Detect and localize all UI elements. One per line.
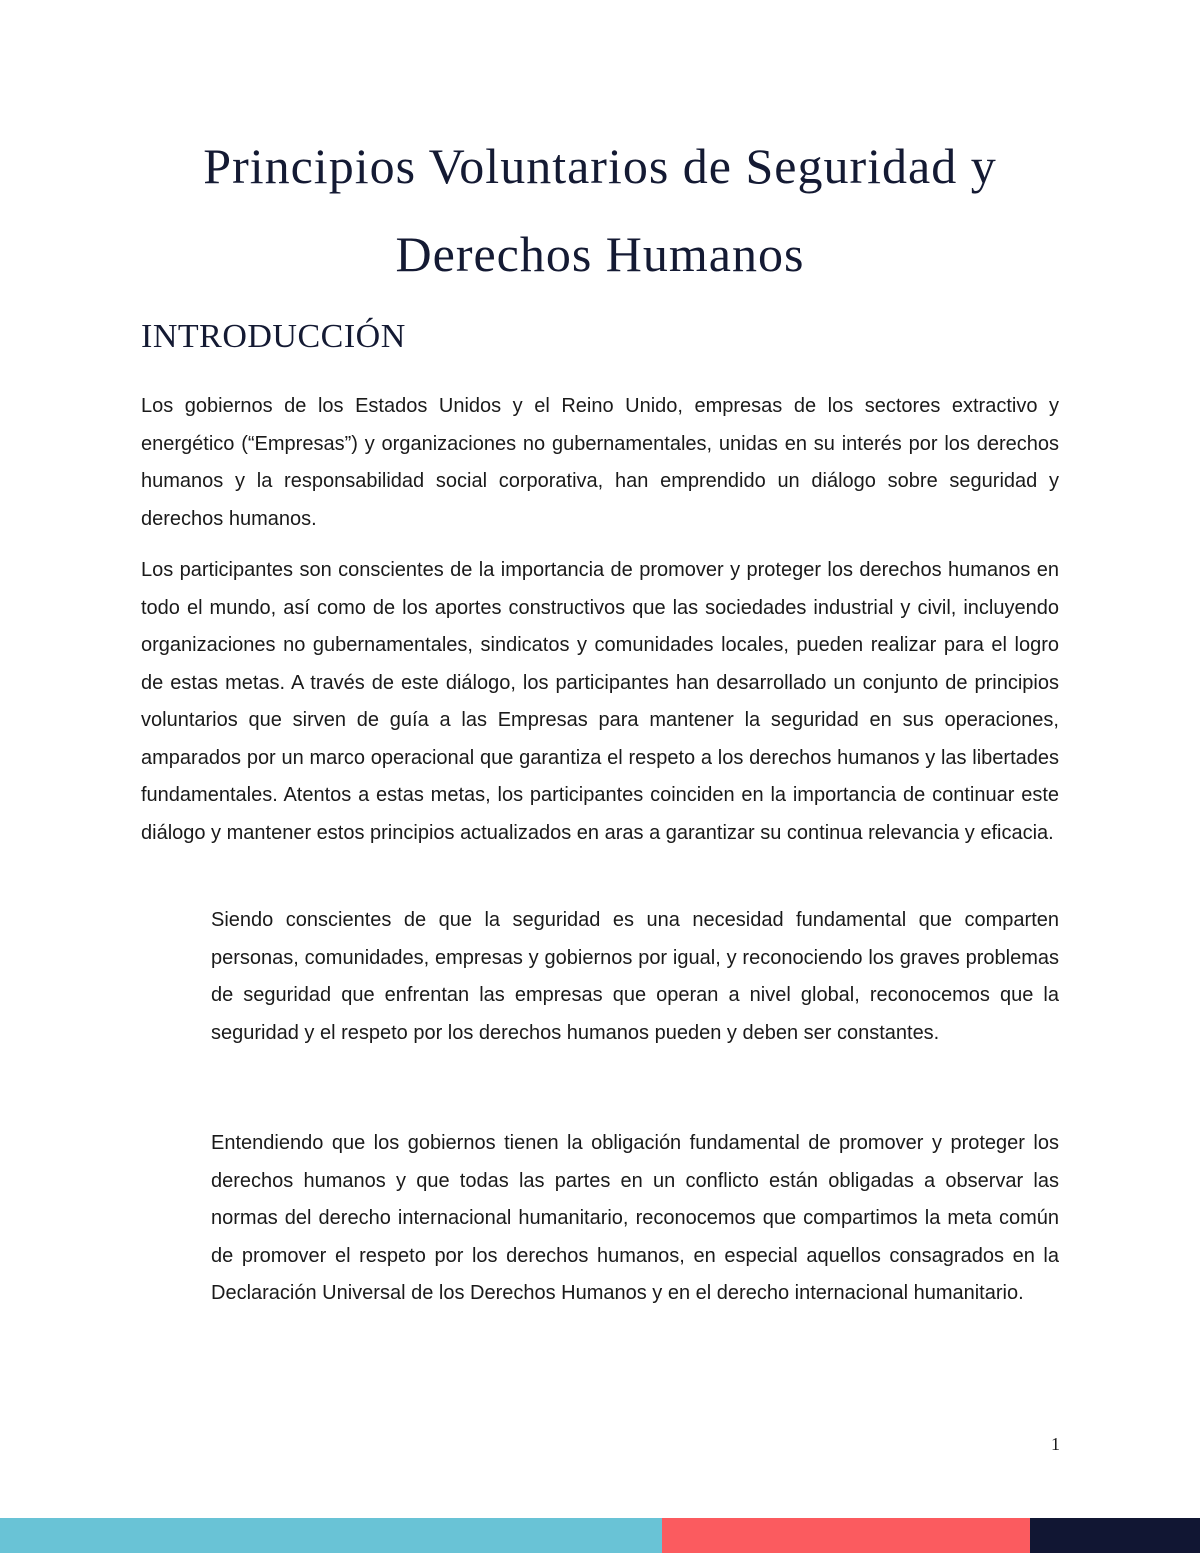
indented-paragraph-2: Entendiendo que los gobiernos tienen la obligación fundamental de promover y proteger los derechos humanos y que todas las partes en un conflicto están obligadas a observar las normas del derecho internacional humanitario, reconocemos que compartimos la meta común de promover el respeto por los derechos humanos, en especial aquellos consagrados en la Declaración Universal de los Derechos Humanos y en el derecho internacional humanitario.: [211, 1132, 1059, 1304]
page-number: 1: [1051, 1434, 1060, 1454]
paragraph-1: Los gobiernos de los Estados Unidos y el Reino Unido, empresas de los sectores extractivo y energético (“Empresas”) y organizaciones no gubernamentales, unidas en su interés por los derechos humanos y la responsabilidad social corporativa, han emprendido un diálogo sobre seguridad y derechos humanos.: [141, 395, 1059, 530]
section-heading: INTRODUCCIÓN: [141, 318, 406, 355]
paragraph-2: Los participantes son conscientes de la importancia de promover y proteger los derechos humanos en todo el mundo, así como de los aportes constructivos que las sociedades industrial y civil, incluyendo organizaciones no gubernamentales, sindicatos y comunidades locales, pueden realizar para el logro de estas metas. A través de este diálogo, los participantes han desarrollado un conjunto de principios voluntarios que sirven de guía a las Empresas para mantener la seguridad en sus operaciones, amparados por un marco operacional que garantiza el respeto a los derechos humanos y las libertades fundamentales. Atentos a estas metas, los participantes coinciden en la importancia de continuar este diálogo y mantener estos principios actualizados en aras a garantizar su continua relevancia y eficacia.: [141, 559, 1059, 844]
footer-bar-teal: [0, 1518, 662, 1553]
indented-paragraph-1: Siendo conscientes de que la seguridad es una necesidad fundamental que comparten personas, comunidades, empresas y gobiernos por igual, y reconociendo los graves problemas de seguridad que enfrentan las empresas que operan a nivel global, reconocemos que la seguridad y el respeto por los derechos humanos pueden y deben ser constantes.: [211, 909, 1059, 1044]
footer-bar-navy: [1030, 1518, 1200, 1553]
footer-bar-coral: [662, 1518, 1030, 1553]
document-title: Principios Voluntarios de Seguridad y Derechos Humanos: [203, 138, 997, 282]
